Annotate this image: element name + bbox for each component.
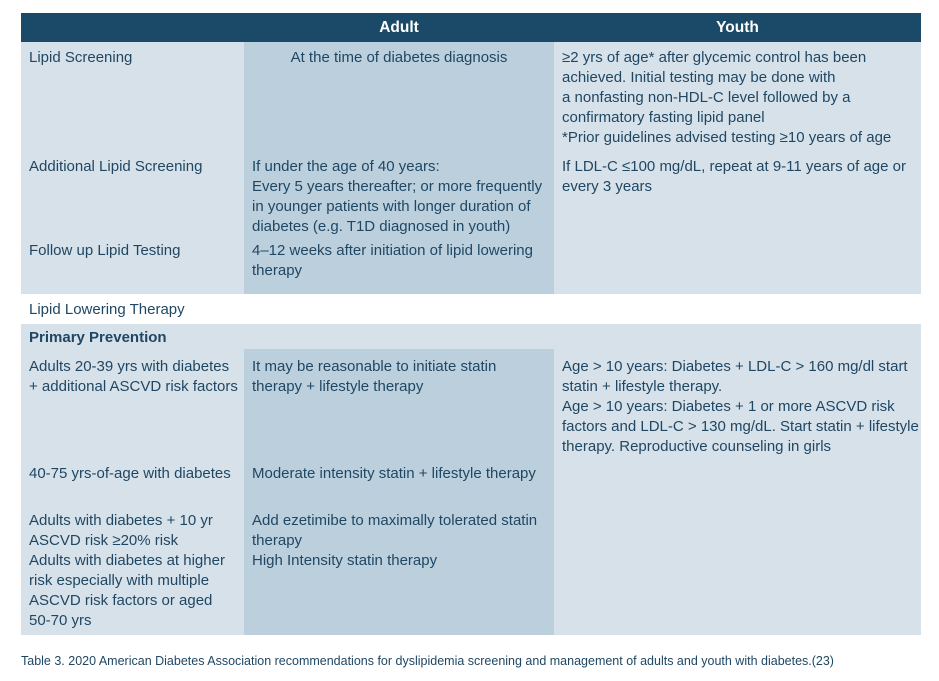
row-label: [21, 459, 244, 504]
adult-line: High Intensity statin therapy: [252, 552, 438, 569]
youth-line: confirmatory fasting lipid panel: [562, 109, 765, 126]
adult-cell: [244, 239, 554, 294]
youth-cell: [554, 42, 921, 151]
adult-line: It may be reasonable to initiate statin: [252, 358, 497, 375]
section-title: Lipid Lowering Therapy: [29, 301, 185, 318]
adult-line: Add ezetimibe to maximally tolerated statin: [252, 512, 538, 529]
table-row-lipid-screening: [21, 42, 921, 151]
youth-line: a nonfasting non-HDL-C level followed by a: [562, 89, 851, 106]
youth-line: Age > 10 years: Diabetes + LDL-C > 160 mg/dl start: [562, 358, 908, 375]
row-label-line: risk especially with multiple: [29, 572, 210, 589]
table-row-40-75: [21, 459, 921, 504]
row-label-line: Additional Lipid Screening: [29, 158, 203, 175]
adult-line: Moderate intensity statin + lifestyle therapy: [252, 465, 536, 482]
row-label-line: 40-75 yrs-of-age with diabetes: [29, 465, 231, 482]
table-caption: Table 3. 2020 American Diabetes Association recommendations for dyslipidemia screening and management of adults and youth with diabetes.(23): [21, 654, 834, 668]
row-label-line: ASCVD risk factors or aged: [29, 592, 213, 609]
table-row-additional-screening: [21, 151, 921, 239]
youth-line: achieved. Initial testing may be done with: [562, 69, 836, 86]
table-row-subsection: [21, 324, 921, 349]
youth-line: factors and LDL-C > 130 mg/dL. Start statin + lifestyle: [562, 418, 919, 435]
youth-cell-empty: [554, 239, 921, 294]
header-youth: Youth: [716, 19, 759, 36]
table-row-section-title: [21, 294, 921, 324]
row-label: [21, 504, 244, 635]
adult-cell: [244, 349, 554, 459]
adult-line: in younger patients with longer duration of: [252, 198, 531, 215]
youth-cell-empty: [554, 459, 921, 504]
row-label-line: + additional ASCVD risk factors: [29, 378, 238, 395]
adult-line: If under the age of 40 years:: [252, 158, 440, 175]
adult-line: therapy: [252, 262, 303, 279]
row-label-line: Lipid Screening: [29, 49, 133, 66]
youth-line: If LDL-C ≤100 mg/dL, repeat at 9-11 years of age or: [562, 158, 906, 175]
adult-line: therapy + lifestyle therapy: [252, 378, 424, 395]
row-label-line: 50-70 yrs: [29, 612, 92, 629]
row-label-line: ASCVD risk ≥20% risk: [29, 532, 179, 549]
table-row-follow-up: [21, 239, 921, 294]
row-label-line: Adults with diabetes at higher: [29, 552, 225, 569]
adult-cell: [244, 459, 554, 504]
row-label: [21, 151, 244, 239]
youth-line: statin + lifestyle therapy.: [562, 378, 723, 395]
adult-cell: [244, 504, 554, 635]
youth-line: every 3 years: [562, 178, 653, 195]
row-label: [21, 42, 244, 151]
adult-line: At the time of diabetes diagnosis: [290, 49, 508, 66]
table-row-adults-20-39: [21, 349, 921, 459]
row-label: [21, 349, 244, 459]
youth-cell-empty: [554, 504, 921, 635]
adult-line: 4–12 weeks after initiation of lipid lowering: [252, 242, 533, 259]
header-adult: Adult: [379, 19, 419, 36]
youth-cell: [554, 151, 921, 239]
adult-line: Every 5 years thereafter; or more frequently: [252, 178, 543, 195]
youth-line: Age > 10 years: Diabetes + 1 or more ASCVD risk: [562, 398, 895, 415]
adult-line: therapy: [252, 532, 303, 549]
adult-cell: [244, 42, 554, 151]
row-label-line: Adults with diabetes + 10 yr: [29, 512, 213, 529]
youth-line: ≥2 yrs of age* after glycemic control has been: [562, 49, 867, 66]
recommendations-table: [21, 13, 921, 635]
subsection-title: Primary Prevention: [29, 329, 167, 346]
youth-cell: [554, 349, 921, 459]
adult-cell: [244, 151, 554, 239]
youth-line: therapy. Reproductive counseling in girls: [562, 438, 832, 455]
table-header-row: [21, 13, 921, 42]
row-label-line: Adults 20-39 yrs with diabetes: [29, 358, 230, 375]
youth-line: *Prior guidelines advised testing ≥10 years of age: [562, 129, 892, 146]
row-label-line: Follow up Lipid Testing: [29, 242, 181, 259]
header-blank: [21, 13, 244, 42]
row-label: [21, 239, 244, 294]
table-row-higher-risk: [21, 504, 921, 635]
adult-line: diabetes (e.g. T1D diagnosed in youth): [252, 218, 511, 235]
